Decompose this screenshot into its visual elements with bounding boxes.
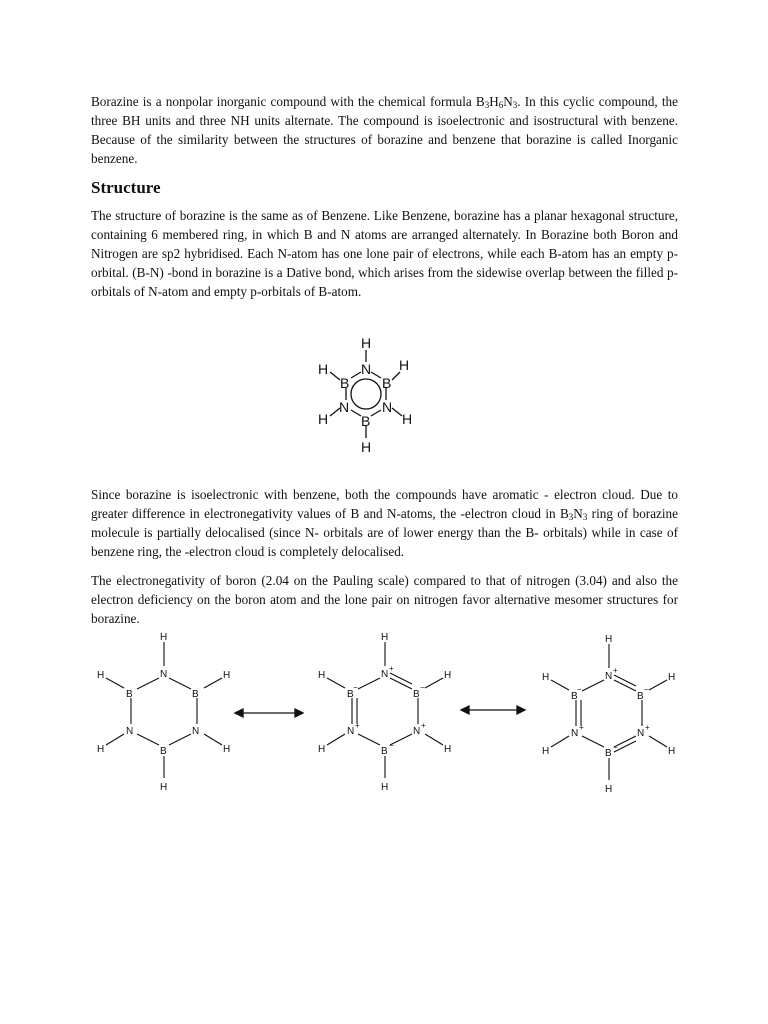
charge-plus: + — [355, 721, 360, 730]
atom-n: N — [605, 671, 613, 682]
resonance-structures-figure — [91, 628, 691, 798]
atom-b: B — [413, 689, 420, 700]
atom-b: B — [160, 746, 167, 757]
charge-plus: + — [613, 666, 618, 675]
charge-minus: − — [613, 743, 618, 752]
aromatic-paragraph: Since borazine is isoelectronic with benzene, both the compounds have aromatic - electron cloud. Due to greater difference in electronegativity values of B and N-atoms, the -electron cloud in $B_3N_3$ ring of borazine molecule is partially delocalised (since N- orbitals are of lower energy than the B- orbitals) while in case of benzene ring, the -electron cloud is completely delocalised. — [91, 487, 679, 559]
atom-n: N — [339, 399, 350, 415]
structure-paragraph: The structure of borazine is the same as of Benzene. Like Benzene, borazine has a planar hexagonal structure, containing 6 membered ring, in which B and N atoms are arranged alternately. In Borazine both Boron and Nitrogen are sp2 hybridised. Each N-atom has one lone pair of electrons, while each B-atom has an empty p-orbital. (B-N) -bond in borazine is a Dative bond, which arises from the sidewise overlap between the filled p-orbitals of N-atom and empty p-orbitals of B-atom. — [91, 208, 678, 299]
atom-h: H — [542, 746, 550, 757]
intro-paragraph: Borazine is a nonpolar inorganic compound with the chemical formula $B_3H_6N_3$. In this cyclic compound, the three BH units and three NH units alternate. The compound is isoelectronic and isostructural with benzene. Because of the similarity between the structures of borazine and benzene that borazine is called Inorganic benzene. — [91, 94, 678, 166]
atom-n: N — [381, 669, 389, 680]
charge-minus: − — [353, 683, 358, 692]
resonance-arrow-1 — [235, 709, 303, 717]
atom-h: H — [223, 670, 231, 681]
atom-h: H — [668, 746, 676, 757]
atom-h: H — [318, 411, 329, 427]
charge-plus: + — [389, 664, 394, 673]
atom-h: H — [381, 632, 389, 643]
atom-n: N — [361, 361, 372, 377]
atom-b: B — [126, 689, 133, 700]
borazine-structure-figure — [312, 334, 416, 456]
atom-n: N — [347, 726, 355, 737]
atom-h: H — [318, 744, 326, 755]
atom-n: N — [192, 726, 200, 737]
atom-h: H — [381, 782, 389, 793]
atom-h: H — [668, 672, 676, 683]
atom-h: H — [318, 361, 329, 377]
atom-b: B — [571, 691, 578, 702]
atom-h: H — [402, 411, 413, 427]
charge-plus: + — [579, 723, 584, 732]
atom-b: B — [347, 689, 354, 700]
atom-b: B — [192, 689, 199, 700]
atom-b: B — [637, 691, 644, 702]
atom-n: N — [160, 669, 168, 680]
atom-n: N — [413, 726, 421, 737]
atom-h: H — [97, 744, 105, 755]
atom-b: B — [382, 375, 392, 391]
atom-h: H — [97, 670, 105, 681]
charge-plus: + — [421, 721, 426, 730]
atom-b: B — [361, 413, 371, 429]
document-body — [91, 92, 678, 311]
resonance-structure-1 — [106, 642, 222, 778]
resonance-structure-2 — [327, 642, 443, 778]
atom-h: H — [318, 670, 326, 681]
charge-minus: − — [420, 683, 425, 692]
atom-n: N — [571, 728, 579, 739]
atom-h: H — [361, 335, 372, 351]
atom-n: N — [637, 728, 645, 739]
atom-b: B — [340, 375, 350, 391]
atom-h: H — [444, 670, 452, 681]
atom-n: N — [382, 399, 393, 415]
document-body-continued — [91, 485, 678, 638]
atom-h: H — [160, 782, 168, 793]
atom-h: H — [605, 634, 613, 645]
atom-h: H — [605, 784, 613, 795]
atom-h: H — [361, 439, 372, 455]
charge-minus: − — [577, 685, 582, 694]
atom-h: H — [160, 632, 168, 643]
atom-h: H — [542, 672, 550, 683]
electronegativity-paragraph: The electronegativity of boron (2.04 on the Pauling scale) compared to that of nitrogen (3.04) and also the electron deficiency on the boron atom and the lone pair on nitrogen favor alternative mesomer structures for borazine. — [91, 573, 678, 626]
resonance-structure-3 — [551, 644, 667, 780]
charge-minus: − — [644, 685, 649, 694]
charge-plus: + — [645, 723, 650, 732]
atom-h: H — [223, 744, 231, 755]
atom-h: H — [399, 357, 410, 373]
resonance-arrow-2 — [461, 706, 525, 714]
atom-b: B — [381, 746, 388, 757]
atom-h: H — [444, 744, 452, 755]
charge-minus: − — [389, 741, 394, 750]
structure-heading: Structure — [91, 178, 161, 197]
atom-n: N — [126, 726, 134, 737]
atom-b: B — [605, 748, 612, 759]
